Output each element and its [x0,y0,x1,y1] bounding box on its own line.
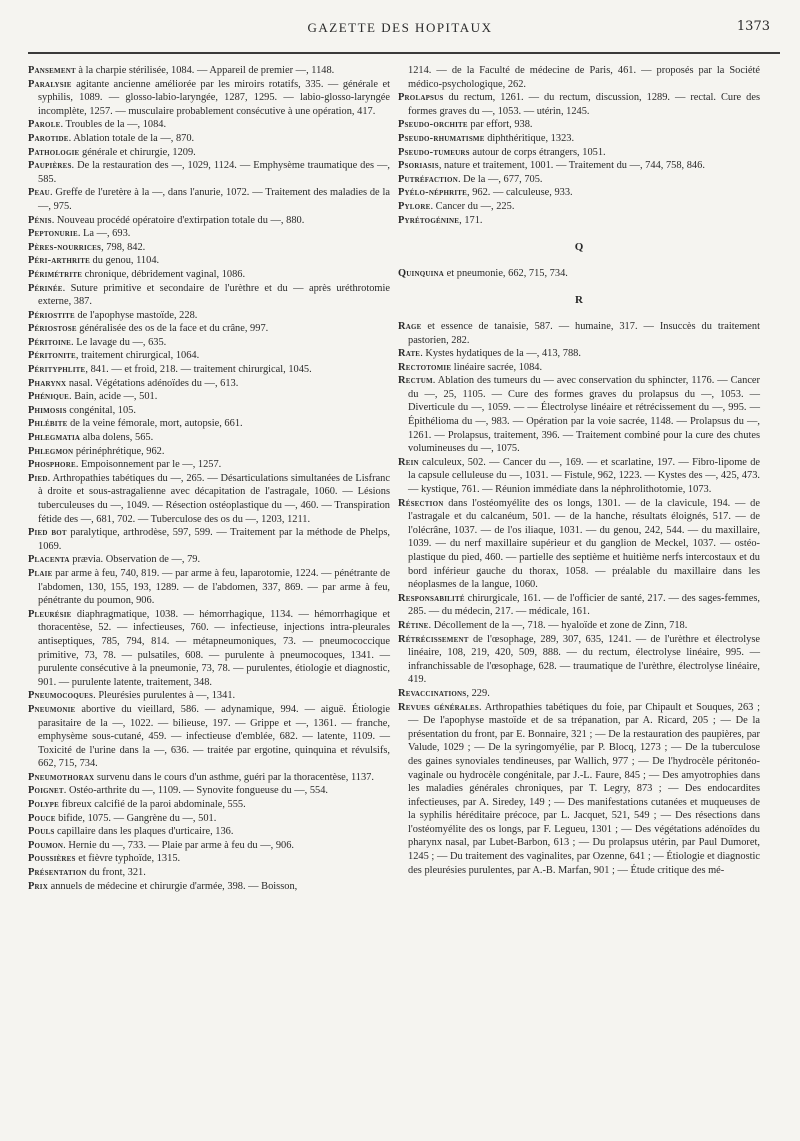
index-entry [398,701,760,878]
index-entry [28,146,390,160]
index-entry-text: autour de corps étrangers, 1051. [469,146,606,158]
index-entry-text: calculeux, 502. — Cancer du —, 169. — et scarlatine, 197. — Fibro-lipome de la capsule celluleuse du —, 1031. — Fistule, 962, 1223. — Kystes des —, 425, 473. — kystique, 761. — Réunion immédiate dans la néphrolithotomie, 1073. [408,456,760,496]
index-entry-text: par effort, 938. [467,119,533,131]
index-entry-text: agitante ancienne améliorée par les miroirs rotatifs, 335. — générale et syphilis, 1089. — glosso-labio-laryngée, 1287, 1295. — labio-glosso-laryngée incomplète, 1257. — musculaire probablement consécutive à une opération, 417. [38,78,390,117]
index-entry-text: linéaire sacrée, 1084. [451,361,543,373]
index-entry [28,349,390,363]
index-entry [398,118,760,132]
index-entry-text: . Suture primitive et secondaire de l'urèthre et du — après uréthrotomie externe, 387. [38,282,390,308]
index-entry [398,186,760,200]
index-headword: Revaccinations [398,687,467,699]
index-entry-text: . Greffe de l'uretère à la —, dans l'anurie, 1072. — Traitement des maladies de la —, 975. [38,187,390,212]
index-headword: Prix [28,880,48,892]
section-letter-r: R [575,294,583,307]
index-entry [28,282,390,309]
index-entry [28,798,390,812]
index-headword: Rage [398,320,422,332]
left-column [28,64,390,893]
index-entry-text: . La —, 693. [77,228,131,240]
index-headword: Pères-nourrices [28,241,102,253]
index-entry-text: . Nouveau procédé opératoire d'extirpation totale du —, 880. [51,214,305,226]
index-entry [28,703,390,771]
index-entry [28,553,390,567]
index-entry [28,159,390,186]
index-headword: Pied bot [28,527,67,539]
index-headword: Présentation [28,867,87,879]
index-entry [28,608,390,690]
index-headword: Poumon [28,839,64,851]
index-entry-text: , 798, 842. [101,241,146,253]
index-entry-text: . De la —, 677, 705. [457,173,543,185]
index-entry-text: diphthéritique, 1323. [484,132,575,144]
index-entry-text: chronique, débridement vaginal, 1086. [82,268,246,280]
index-entry-text: . Troubles de la —, 1084. [60,119,167,131]
index-entry [28,852,390,866]
index-entry-text: , 962. — calculeuse, 933. [467,187,573,199]
index-entry-text: de l'œsophage, 289, 307, 635, 1241. — de l'urèthre et électrolyse linéaire, 108, 219, 420, 509, 888. — du rectum, électrolyse linéaire, 995. — infranchissable de l'œsophage, 628. — traumatique de l'urèthre, électrolyse linéaire, 419. [408,633,760,686]
index-headword: Parole [28,119,61,131]
index-entry-text: fibreux calcifié de la paroi abdominale, 555. [59,799,246,811]
index-entry [28,431,390,445]
index-headword: Pyrétogénine [398,214,460,226]
index-headword: Rectum [398,375,433,387]
index-headword: Putréfaction [398,173,458,185]
index-headword: Phlegmon [28,445,74,457]
index-headword: Phlébite [28,418,68,430]
index-headword: Rein [398,456,419,468]
index-entry-text: congénital, 105. [66,404,136,416]
index-entry-text: . Hernie du —, 733. — Plaie par arme à feu du —, 906. [63,839,294,851]
index-entry-text: et fièvre typhoïde, 1315. [75,853,181,865]
index-headword: Pathologie [28,146,80,158]
index-headword: Paupières [28,160,72,172]
index-headword: Parotide [28,132,69,144]
index-entry-text: . Décollement de la —, 718. — hyaloïde et zone de Zinn, 718. [428,619,688,631]
index-headword: Prolapsus [398,92,444,104]
index-entry-text: annuels de médecine et chirurgie d'armée, 398. — Boisson, [47,880,298,892]
index-headword: Phlegmatia [28,432,81,444]
index-headword: Pylore [398,200,431,212]
index-headword: Plaie [28,567,53,579]
index-entry [398,347,760,361]
index-entry-text: de la veine fémorale, mort, autopsie, 661. [67,418,243,430]
index-headword: Poussières [28,853,76,865]
index-entry [398,132,760,146]
index-entry [28,336,390,350]
index-headword: Pied [28,472,48,484]
index-headword: Rectotomie [398,361,452,373]
index-entry-text: . Le lavage du —, 635. [71,336,167,348]
index-entry [398,200,760,214]
index-entry [28,567,390,608]
index-entry-text: capillaire dans les plaques d'urticaire, 136. [54,826,234,838]
index-entry [28,309,390,323]
index-entry [28,458,390,472]
index-entry [398,173,760,187]
index-entry-text: du front, 321. [86,867,146,879]
page-header [0,0,800,60]
index-entry-text: . De la restauration des —, 1029, 1124. — Emphysème traumatique des —, 585. [38,160,390,185]
index-headword: Péritoine [28,336,72,348]
index-entry-text: . Bain, acide —, 501. [69,391,158,403]
index-headword: Pseudo-rhumatisme [398,132,485,144]
index-entry-text: . Arthropathies tabétiques du foie, par Chipault et Souques, 263 ; — De l'apophyse mastoïde et de sa trépanation, par A. Ricard, 205 ; — De la présentation du front, par E. Bonnaire, 321 ; — De la restauration des paupières, par Valude, 1029 ; — De la syringomyélie, par P. Blocq, 1273 ; — De la tuberculose des gaines synoviales tendineuses, par Wallich, 977 ; — De l'hydrocèle péritonéo-vaginale ou hydrocèle congénitale, par J.-L. Faure, 845 ; — Des amyotrophies dans les maladies générales chroniques, par T. Legry, 873 ; — Des endocardites infectieuses, par A. Siredey, 149 ; — Des manifestations cutanées et muqueuses de la syphilis héréditaire précoce, par L. Jacquet, 521, 549 ; — Des résections dans l'ostéomyélite des os longs, par F. Legueu, 1301 ; — Des végétations adénoïdes du pharynx nasal, par Lubet-Barbon, 613 ; — Du prolapsus utérin, par Paul Dumoret, 1245 ; — Du traitement des vaginalites, par Ozenne, 641 ; — Étiologie et diagnostic des pleurésies purulentes, par A.-B. Marfan, 901 ; — Étude critique des mé- [408,701,760,876]
index-headword: Peptonurie [28,228,78,240]
index-entry [398,214,760,228]
index-headword: Périmétrite [28,268,83,280]
index-entry [398,497,760,592]
header-rule [28,52,780,54]
index-headword: Phénique [28,391,70,403]
index-entry [28,526,390,553]
index-headword: Résection [398,497,444,509]
index-headword: Responsabilité [398,592,465,604]
index-entry-text: abortive du vieillard, 586. — adynamique, 994. — aiguë. Étiologie parasitaire de la —, 1022. — bilieuse, 197. — Grippe et —, 1361. — franche, emphysème sous-cutané, 459. — infectieuse d'emblée, 682. — latente, 1109. — Toxicité de l'urine dans la —, 636. — traitée par ergotine, quinquina et révulsifs, 662, 715, 734. [38,703,390,770]
index-headword: Pharynx [28,377,67,389]
index-headword: Pérityphlite [28,364,86,376]
index-entry-text: bifide, 1075. — Gangrène du —, 501. [55,812,217,824]
index-headword: Périostose [28,323,77,335]
right-column-q-entries [398,267,760,281]
right-column [398,64,760,877]
index-entry [28,784,390,798]
index-entry-text: , 229. [466,687,490,699]
index-headword: Pleurésie [28,608,72,620]
index-entry-text: , 171. [459,214,483,226]
index-entry-text: , 841. — et froid, 218. — traitement chirurgical, 1045. [85,364,312,376]
index-entry [28,377,390,391]
index-headword: Rétrécissement [398,633,469,645]
index-entry [28,390,390,404]
index-entry-text: et essence de tanaisie, 587. — humaine, 317. — Insuccès du traitement pastorien, 282. [408,320,760,346]
index-entry-text: survenu dans le cours d'un asthme, guéri par la thoracentèse, 1137. [94,771,374,783]
index-entry [28,771,390,785]
index-entry [28,241,390,255]
index-headword: Péri-arthrite [28,255,90,267]
index-entry [398,456,760,497]
index-entry-text: paralytique, arthrodèse, 597, 599. — Traitement par la méthode de Phelps, 1069. [38,527,390,552]
index-entry [28,472,390,526]
index-headword: Pénis [28,214,52,226]
index-entry-text: à la charpie stérilisée, 1084. — Appareil de premier —, 1148. [75,65,335,76]
index-entry-text: 1214. — de la Faculté de médecine de Paris, 461. — proposés par la Société médico-psychologique, 262. [408,65,760,90]
index-headword: Pouce [28,812,56,824]
index-entry [398,592,760,619]
index-entry-text: alba dolens, 565. [80,432,154,444]
index-headword: Placenta [28,554,70,566]
index-entry-text: diaphragmatique, 1038. — hémorrhagique, 1134. — hémorrhagique et thoracentèse, 52. — infectieuses, 760. — infectieuse, injections intra-pleurales antiseptiques, 785, 794, 814. — métapneumoniques, 73. — pneumococcique primitive, 73, 78. — pulsatiles, 608. — purulente à pneumocoques, 1341. — purulente consécutive à la pneumonie, 73, 78. — purulentes, étiologie et diagnostic, 901. — purulente latente, traitement, 348. [38,608,390,688]
index-headword: Pneumothorax [28,771,95,783]
index-entry [28,404,390,418]
index-entry [28,254,390,268]
index-headword: Quinquina [398,267,445,279]
index-entry-text: dans l'ostéomyélite des os longs, 1301. — de la clavicule, 194. — de l'astragale et du calcanéum, 501. — de la hanche, résultats éloignés, 517. — de l'olécrâne, 1037. — de l'os iliaque, 1031. — du genou, 242, 544. — du maxillaire, 1039. — du nerf maxillaire supérieur et du ganglion de Meckel, 1037. — ostéo-plastique du pied, 460. — partielle des septième et huitième nerfs intercostaux et du bord inférieur gauche du thorax, 1058. — préalable du maxillaire dans les néoplasmes de la langue, 1060. [408,497,760,591]
index-headword: Rétine [398,619,429,631]
index-entry [28,825,390,839]
index-entry [28,78,390,119]
index-entry-text: générale et chirurgie, 1209. [79,146,196,158]
index-entry [398,687,760,701]
section-letter-q: Q [574,241,584,254]
index-entry [28,186,390,213]
index-entry-text: périnéphrétique, 962. [73,445,165,457]
index-entry [398,146,760,160]
index-entry [28,812,390,826]
index-entry-text: nasal. Végétations adénoïdes du —, 613. [66,377,239,389]
right-column-r-entries [398,320,760,877]
index-entry [398,267,760,281]
index-entry-text: , traitement chirurgical, 1064. [75,350,200,362]
index-headword: Pansement [28,65,76,76]
index-headword: Pneumocoques [28,690,94,702]
index-entry [398,159,760,173]
index-entry-text: . Ostéo-arthrite du —, 1109. — Synovite fongueuse du —, 554. [63,785,329,797]
index-entry [398,374,760,456]
index-entry [28,880,390,894]
index-entry-text: chirurgicale, 161. — de l'officier de santé, 217. — des sages-femmes, 285. — du médecin, 217. — médicale, 161. [408,592,760,618]
index-entry-text: prævia. Observation de —, 79. [69,554,201,566]
index-headword: Psoriasis [398,160,439,172]
index-headword: Rate [398,348,421,360]
index-entry [28,417,390,431]
index-entry [28,214,390,228]
index-entry-text: . Ablation totale de la —, 870. [68,132,195,144]
index-entry [28,118,390,132]
index-headword: Périnée [28,282,63,294]
index-entry [28,839,390,853]
index-headword: Polype [28,799,60,811]
index-entry-text: . Ablation des tumeurs du — avec conservation du sphincter, 1176. — Cancer du —, 25, 1105. — Cure des formes graves du prolapsus du —, 1053. — Diverticule du —, 1059. — — Électrolyse linéaire et rétrécissement du —, 995. — Épithélioma du —, 983. — Opération par la voie sacrée, 1148. — Prolapsus du —, 1261. — Prolapsus, traitement, 396. — Traitement combiné pour la cure des chutes volumineuses du —, 1075. [408,375,760,455]
index-entry [398,320,760,347]
index-entry-text: . Kystes hydatiques de la —, 413, 788. [420,348,581,360]
index-headword: Pseudo-orchite [398,119,468,131]
index-headword: Pyélo-néphrite [398,187,468,199]
index-entry-text: . Cancer du —, 225. [430,200,515,212]
index-entry-text: , nature et traitement, 1001. — Traitement du —, 744, 758, 846. [438,160,705,172]
index-headword: Poignet [28,785,64,797]
index-entry-text: généralisée des os de la face et du crâne, 997. [76,323,269,335]
index-entry [28,322,390,336]
index-entry [398,633,760,687]
index-headword: Phosphore [28,459,76,471]
index-entry [398,361,760,375]
journal-title: GAZETTE DES HOPITAUX [307,20,493,35]
index-entry-text: du rectum, 1261. — du rectum, discussion, 1289. — rectal. Cure des formes graves du —, 1053. — utérin, 1245. [408,92,760,117]
index-headword: Revues générales [398,701,479,713]
index-headword: Pseudo-tumeurs [398,146,470,158]
index-entry [28,445,390,459]
index-entry-text: . Pleurésies purulentes à —, 1341. [93,690,236,702]
index-headword: Pouls [28,826,55,838]
index-entry [28,363,390,377]
index-entry [398,91,760,118]
index-headword: Pneumonie [28,703,76,715]
index-entry [398,619,760,633]
page-number: 1373 [736,19,770,34]
index-headword: Péritonite [28,350,76,362]
index-headword: Phimosis [28,404,67,416]
index-entry [28,227,390,241]
index-entry [28,268,390,282]
index-headword: Périostite [28,309,75,321]
index-entry-text: du genou, 1104. [89,255,160,267]
index-entry [28,64,390,78]
index-entry-text: et pneumonie, 662, 715, 734. [444,267,568,279]
right-column-p-entries [398,64,760,227]
index-entry [398,64,760,91]
index-headword: Paralysie [28,78,72,90]
index-headword: Peau [28,187,50,199]
index-entry-text: de l'apophyse mastoïde, 228. [74,309,198,321]
index-entry [28,866,390,880]
index-entry [28,132,390,146]
index-entry-text: . Empoisonnement par le —, 1257. [75,459,222,471]
index-entry [28,689,390,703]
index-entry-text: . Arthropathies tabétiques du —, 265. — Désarticulations simultanées de Lisfranc à droite et sous-astragalienne avec décapitation de l'astragale, 1060. — Lésions tuberculeuses du —, 1049. — Résection ostéoplastique du —, 460. — Transpiration fétide des —, 681, 702. — Tuberculose des os du —, 1203, 1211. [38,472,390,525]
index-entry-text: par arme à feu, 740, 819. — par arme à feu, laparotomie, 1224. — pénétrante de l'abdomen, 130, 155, 193, 1289. — de l'abdomen, 337, 869. — par arme à feu, pénétrante du poumon, 906. [38,567,390,607]
